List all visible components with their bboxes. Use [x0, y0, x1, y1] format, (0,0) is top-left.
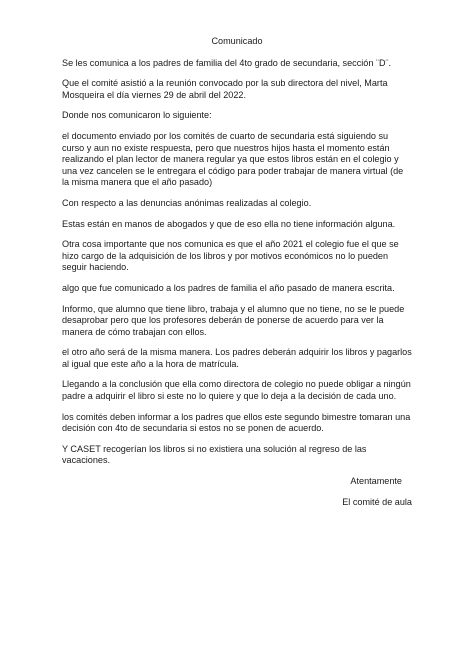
paragraph-7: Otra cosa importante que nos comunica es que el año 2021 el colegio fue el que se hizo cargo de la adquisición de los libros y por motivos económicos no lo pueden seguir haciendo. — [62, 239, 399, 273]
paragraph-12: los comités deben informar a los padres que ellos este segundo bimestre tomaran una decisión con 4to de secundaria si estos no se ponen de acuerdo. — [62, 411, 411, 434]
paragraph-6: Estas están en manos de abogados y que de eso ella no tiene información alguna. — [62, 218, 396, 229]
paragraph-11: Llegando a la conclusión que ella como directora de colegio no puede obligar a ningún padre a adquirir el libro si este no lo quiere y que lo deja a la decisión de cada uno. — [62, 379, 411, 402]
paragraph-5: Con respecto a las denuncias anónimas realizadas al colegio. — [62, 197, 312, 208]
paragraph-2: Que el comité asistió a la reunión convocado por la sub directora del nivel, Marta Mosqueira el día viernes 29 de abril del 2022. — [62, 78, 388, 100]
document-title: Comunicado — [211, 36, 263, 46]
paragraph-1: Se les comunica a los padres de familia del 4to grado de secundaria, sección ¨D¨. — [62, 57, 392, 68]
paragraph-9: Informo, que alumno que tiene libro, trabaja y el alumno que no tiene, no se le puede desaprobar pero que los profesores deberán de ponerse de acuerdo para ver la manera de cómo trabajan con ellos. — [62, 303, 405, 337]
paragraph-3: Donde nos comunicaron lo siguiente: — [62, 110, 212, 121]
paragraph-13: Y CASET recogerían los libros si no existiera una solución al regreso de las vacaciones. — [62, 443, 367, 466]
signature-text: El comité de aula — [342, 496, 412, 507]
paragraph-10: el otro año será de la misma manera. Los padres deberán adquirir los libros y pagarlos al igual que este año a la hora de matrícula. — [62, 347, 412, 369]
paragraph-8: algo que fue comunicado a los padres de familia el año pasado de manera escrita. — [62, 282, 395, 293]
closing-text: Atentamente — [350, 476, 402, 487]
paragraph-4: el documento enviado por los comités de cuarto de secundaria está siguiendo su curso y aun no existe respuesta, pero que nuestros hijos hasta el momento están realizando el plan lector de manera regular ya que estos libros están en el colegio y una vez cancelen se le entregara el código para poder trabajar de manera virtual (de la misma manera que el año pasado) — [62, 130, 404, 188]
